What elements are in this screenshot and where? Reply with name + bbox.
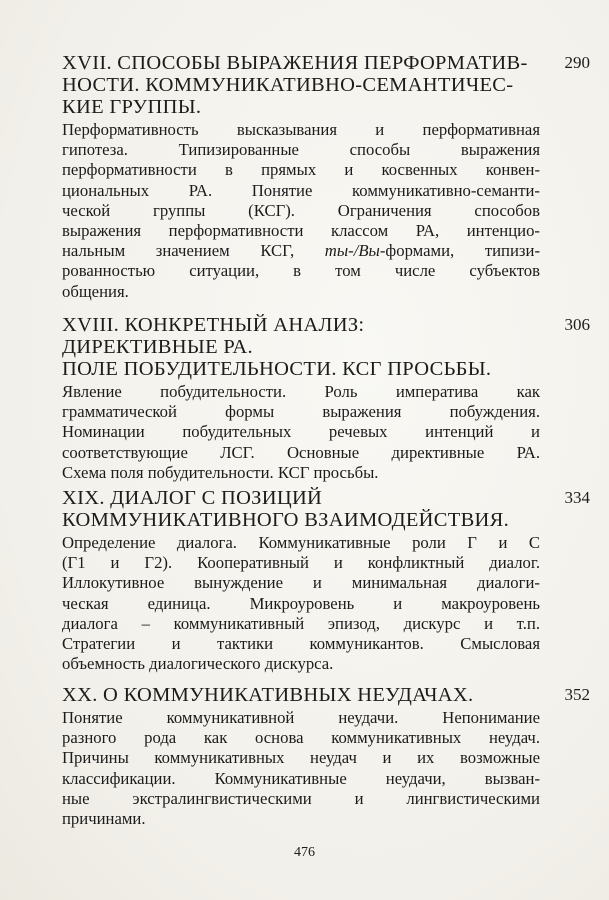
summary-line: перформативности в прямых и косвенных конвен- <box>62 160 540 180</box>
page-number: 306 <box>564 315 590 334</box>
summary-line: разного рода как основа коммуникативных неудач. <box>62 728 540 748</box>
toc-entry-xviii <box>62 314 540 483</box>
chapter-summary <box>62 120 540 302</box>
summary-line: гипотеза. Типизированные способы выражения <box>62 140 540 160</box>
title-line: НОСТИ. КОММУНИКАТИВНО-СЕМАНТИЧЕС- <box>62 74 514 96</box>
page-number: 290 <box>564 53 590 72</box>
chapter-title <box>62 487 540 531</box>
summary-line: ные экстралингвистическими и лингвистическими <box>62 788 540 808</box>
title-line: XX. О КОММУНИКАТИВНЫХ НЕУДАЧАХ. <box>62 684 474 706</box>
toc-entry-xix <box>62 487 540 674</box>
summary-line: ческой группы (КСГ). Ограничения способов <box>62 200 540 220</box>
summary-line: циональных РА. Понятие коммуникативно-семанти- <box>62 180 540 200</box>
page-number: 334 <box>564 488 590 507</box>
summary-line: Явление побудительности. Роль императива как <box>62 382 540 401</box>
page-number: 352 <box>564 685 590 704</box>
chapter-title <box>62 684 540 706</box>
summary-line: причинами. <box>62 809 146 829</box>
italic-fragment: ты-/Вы- <box>324 241 386 261</box>
chapter-summary <box>62 708 540 829</box>
summary-line: Стратегии и тактики коммуникантов. Смысловая <box>62 634 540 654</box>
summary-line: объемность диалогического дискурса. <box>62 654 334 674</box>
chapter-title <box>62 52 540 118</box>
title-line: XVII. СПОСОБЫ ВЫРАЖЕНИЯ ПЕРФОРМАТИВ- <box>62 52 528 74</box>
summary-line: выражения перформативности классом РА, интенцио- <box>62 221 540 241</box>
summary-line: диалога – коммуникативный эпизод, дискурс и т.п. <box>62 613 540 633</box>
folio-page-number: 476 <box>294 845 315 860</box>
toc-entry-xvii <box>62 52 540 302</box>
summary-line: Понятие коммуникативной неудачи. Непонимание <box>62 708 540 727</box>
title-line: XVIII. КОНКРЕТНЫЙ АНАЛИЗ: <box>62 314 365 336</box>
summary-line: общения. <box>62 281 129 301</box>
summary-line: Схема поля побудительности. КСГ просьбы. <box>62 462 379 482</box>
summary-line: классификации. Коммуникативные неудачи, вызван- <box>62 768 540 788</box>
chapter-summary <box>62 533 540 674</box>
summary-line: ческая единица. Микроуровень и макроуровень <box>62 593 540 613</box>
title-line: ДИРЕКТИВНЫЕ РА. <box>62 336 253 358</box>
summary-line: Определение диалога. Коммуникативные роли Г и С <box>62 533 540 552</box>
summary-line: рованностью ситуации, в том числе субъектов <box>62 261 540 281</box>
title-line: XIX. ДИАЛОГ С ПОЗИЦИЙ <box>62 487 323 509</box>
chapter-summary <box>62 382 540 483</box>
summary-line: нальным значением КСГ, ты-/Вы-формами, типизи- <box>62 241 540 261</box>
summary-line: грамматической формы выражения побуждения. <box>62 402 540 422</box>
chapter-title <box>62 314 540 380</box>
summary-line: Номинации побудительных речевых интенций и <box>62 422 540 442</box>
summary-line: соответствующие ЛСГ. Основные директивные РА. <box>62 442 540 462</box>
summary-line: (Г1 и Г2). Кооперативный и конфликтный диалог. <box>62 553 540 573</box>
title-line: КИЕ ГРУППЫ. <box>62 96 202 118</box>
title-line: КОММУНИКАТИВНОГО ВЗАИМОДЕЙСТВИЯ. <box>62 509 510 531</box>
summary-line: Причины коммуникативных неудач и их возможные <box>62 748 540 768</box>
summary-line: Перформативность высказывания и перформативная <box>62 120 540 139</box>
toc-entry-xx <box>62 684 540 829</box>
summary-line: Иллокутивное вынуждение и минимальная диалоги- <box>62 573 540 593</box>
title-line: ПОЛЕ ПОБУДИТЕЛЬНОСТИ. КСГ ПРОСЬБЫ. <box>62 358 492 380</box>
